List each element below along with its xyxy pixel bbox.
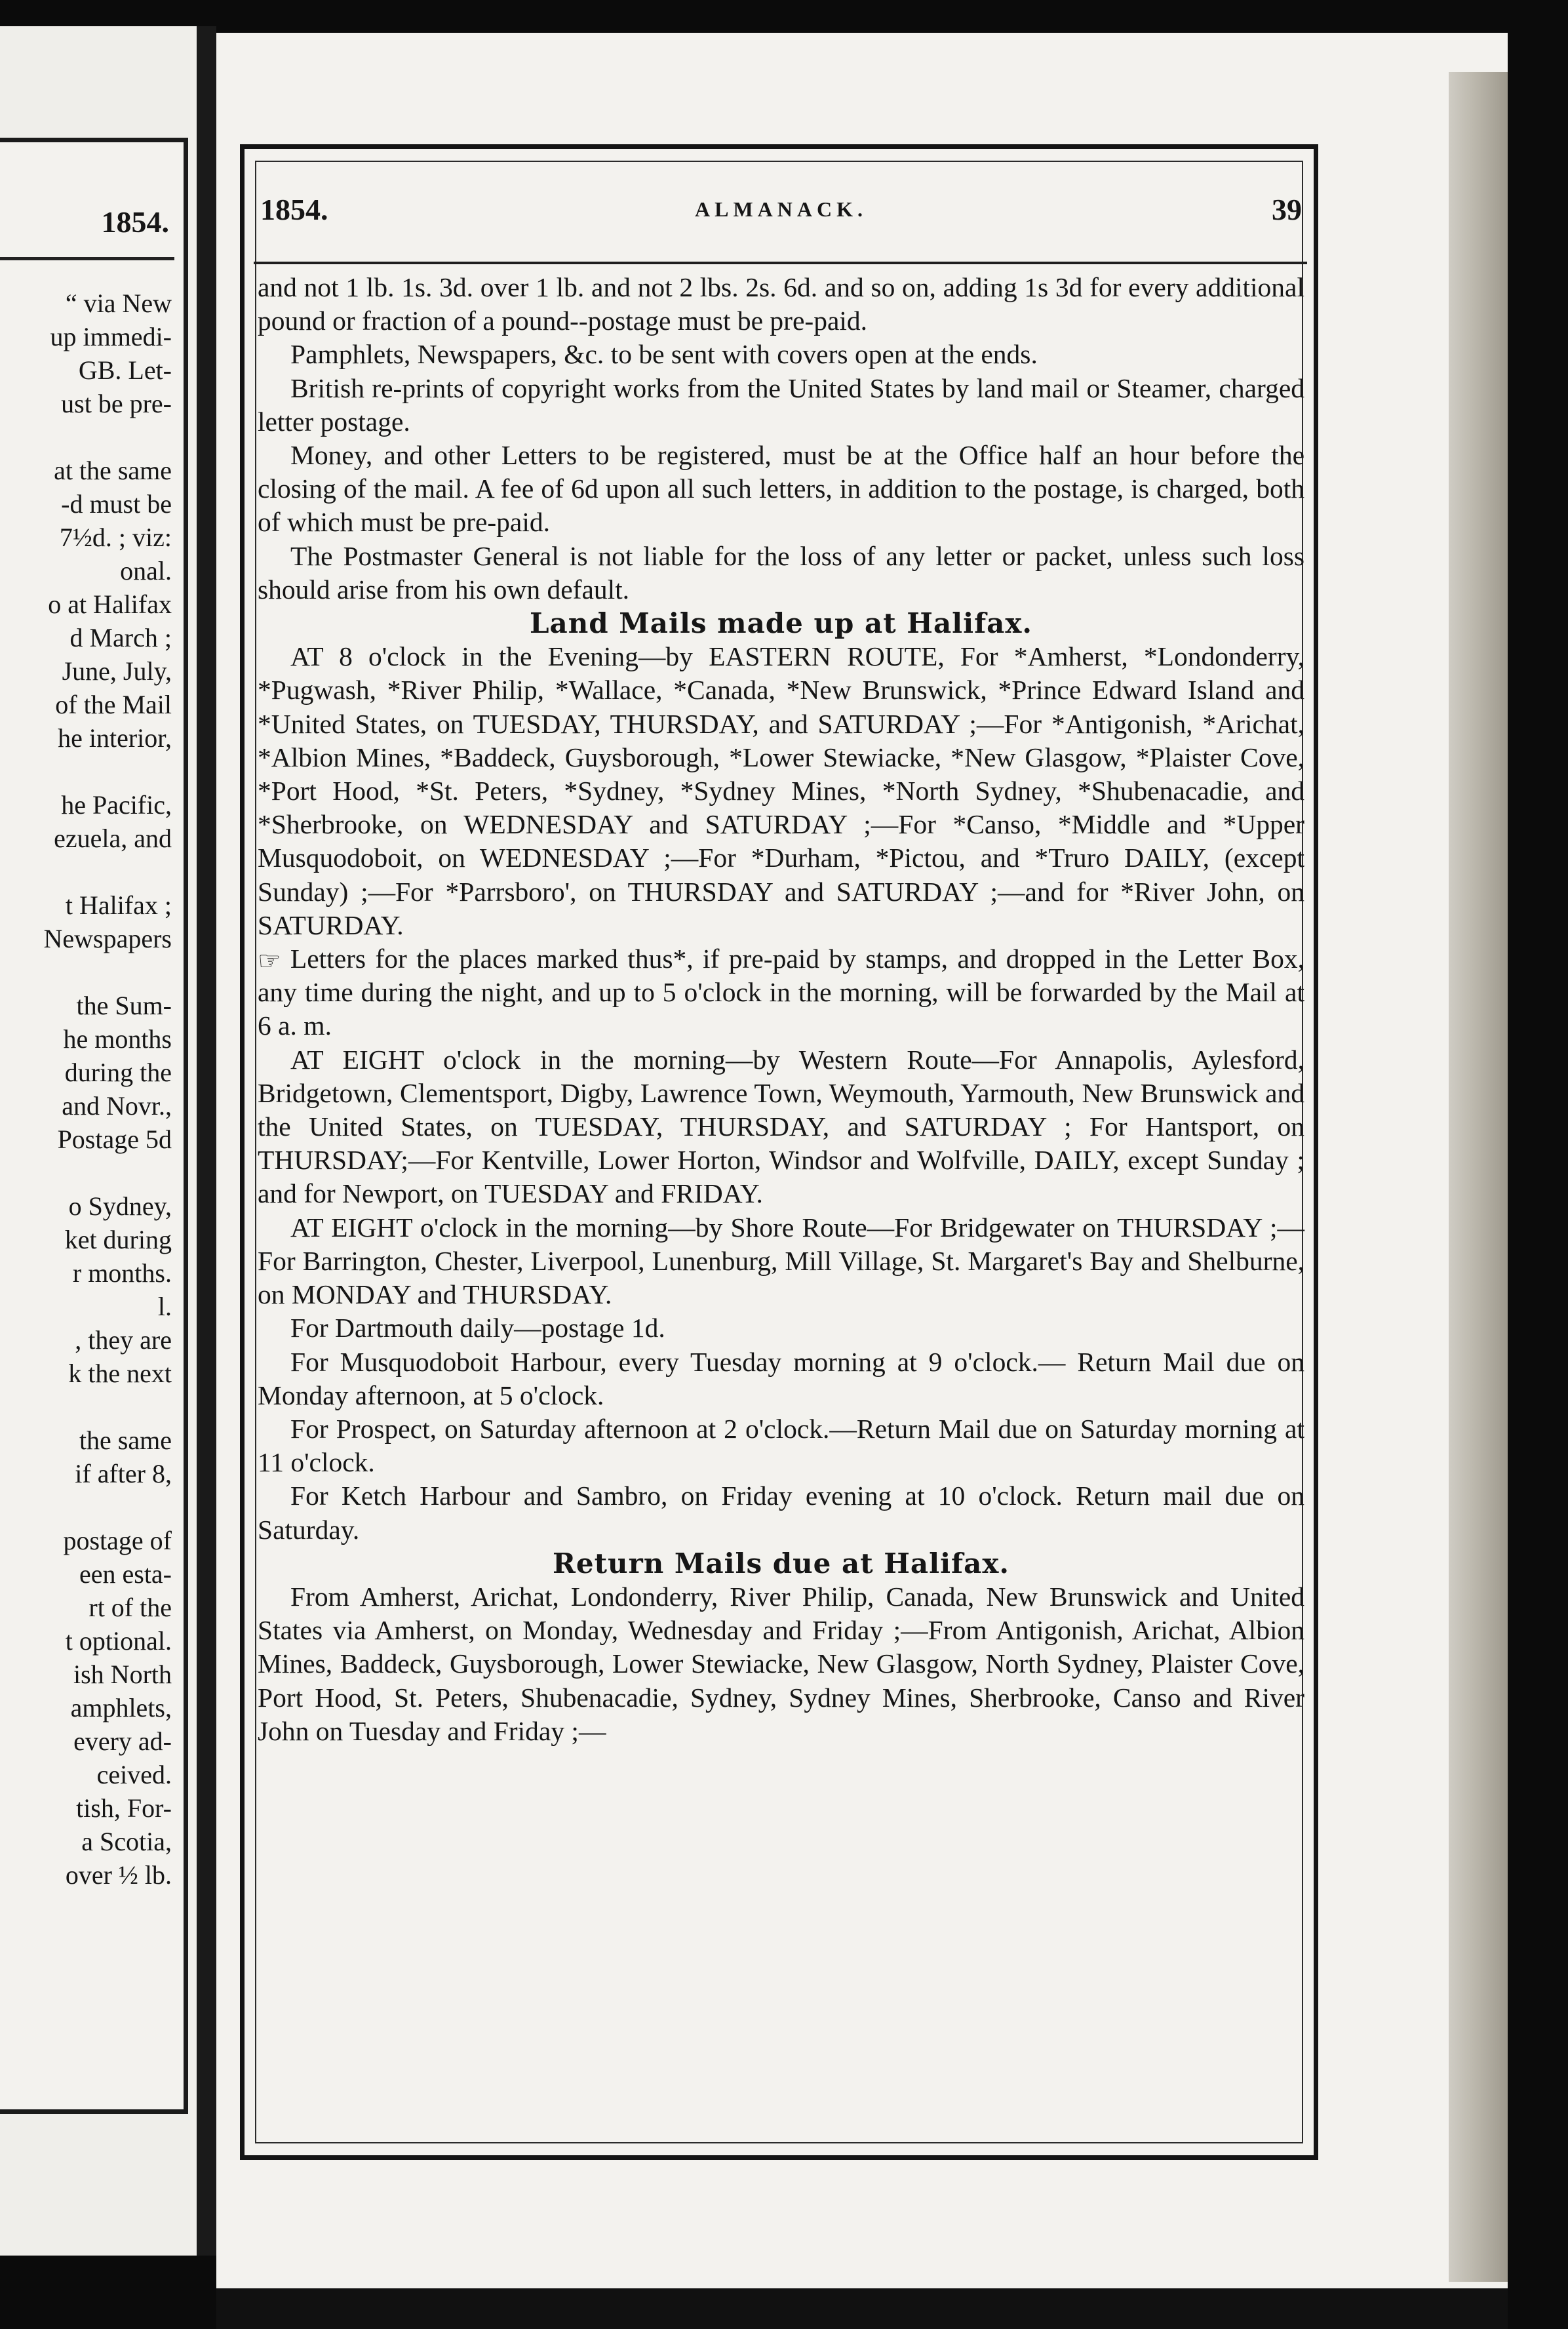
paragraph-pamphlets: Pamphlets, Newspapers, &c. to be sent with covers open at the ends. bbox=[290, 339, 1038, 370]
paragraph-dartmouth: For Dartmouth daily—postage 1d. bbox=[290, 1313, 665, 1344]
left-page-line bbox=[0, 420, 172, 454]
left-page-line: “ via New bbox=[65, 289, 172, 318]
left-page-line: of the Mail bbox=[55, 690, 172, 719]
left-page-line: 7½d. ; viz: bbox=[59, 523, 172, 552]
left-page-year: 1854. bbox=[101, 205, 169, 239]
left-page-line bbox=[0, 855, 172, 888]
left-page-line: ish North bbox=[73, 1660, 172, 1689]
page-edge bbox=[1449, 72, 1508, 2282]
left-page-rule bbox=[0, 257, 174, 260]
page-body bbox=[258, 271, 1304, 1748]
left-page-line: t Halifax ; bbox=[65, 890, 172, 920]
paragraph-british-reprints: British re-prints of copyright works from the United States by land mail or Steamer, charged letter postage. bbox=[258, 372, 1304, 437]
paragraph-eastern-route: AT 8 o'clock in the Evening—by EASTERN ROUTE, For *Amherst, *Londonderry, *Pugwash, *River Philip, *Wallace, *Canada, *New Brunswick, *Prince Edward Island and *United States, on TUESDAY, THURSDAY, and SATURDAY ;—For *Antigonish, *Arichat, *Albion Mines, *Baddeck, Guysborough, *Lower Stewiacke, *New Glasgow, *Plaister Cove, *Port Hood, *St. Peters, *Sydney, *Sydney Mines, *North Sydney, *Shubenacadie, and *Sherbrooke, on WEDNESDAY and SATURDAY ;—For *Canso, *Middle and *Upper Musquodoboit, on WEDNESDAY ;—For *Durham, *Pictou, and *Truro DAILY, (except Sunday) ;—For *Parrsboro', on THURSDAY and SATURDAY ;—and for *River John, on SATURDAY. bbox=[258, 641, 1304, 940]
left-page-line: ust be pre- bbox=[61, 389, 172, 418]
paragraph-postage-rates: and not 1 lb. 1s. 3d. over 1 lb. and not 2 lbs. 2s. 6d. and so on, adding 1s 3d for every additional pound or fraction of a pound--postage must be pre-paid. bbox=[258, 272, 1304, 336]
left-page-line: tish, For- bbox=[76, 1793, 172, 1823]
left-page-line: and Novr., bbox=[62, 1091, 172, 1121]
paragraph-western-route: AT EIGHT o'clock in the morning—by Western Route—For Annapolis, Aylesford, Bridgetown, Clementsport, Digby, Lawrence Town, Weymouth, Yarmouth, New Brunswick and the United States, on TUESDAY, THURSDAY, and SATURDAY ; For Hantsport, on THURSDAY;—For Kentville, Lower Horton, Windsor and Wolfville, DAILY, except Sunday ; and for Newport, on TUESDAY and FRIDAY. bbox=[258, 1044, 1304, 1209]
paragraph-return-mails: From Amherst, Arichat, Londonderry, River Philip, Canada, New Brunswick and United States via Amherst, on Monday, Wednesday and Friday ;—From Antigonish, Arichat, Albion Mines, Baddeck, Guysborough, Lower Stewiacke, New Glasgow, North Sydney, Plaister Cove, Port Hood, St. Peters, Shubenacadie, Sydney, Sydney Mines, Sherbrooke, Canso and River John on Tuesday and Friday ;— bbox=[258, 1581, 1304, 1746]
paragraph-musquodoboit-harbour: For Musquodoboit Harbour, every Tuesday morning at 9 o'clock.— Return Mail due on Monday afternoon, at 5 o'clock. bbox=[258, 1346, 1304, 1410]
left-page-line: o Sydney, bbox=[68, 1191, 172, 1221]
left-page-line bbox=[0, 1156, 172, 1189]
left-page-line: he interior, bbox=[58, 723, 172, 753]
left-page-text bbox=[0, 287, 172, 1892]
running-header bbox=[260, 192, 1302, 238]
paragraph-postmaster-liability: The Postmaster General is not liable for the loss of any letter or packet, unless such loss should arise from his own default. bbox=[258, 540, 1304, 605]
left-page-line: l. bbox=[157, 1292, 172, 1321]
prepaid-letters-text: Letters for the places marked thus*, if pre-paid by stamps, and dropped in the Letter Box, any time during the night, and up to 5 o'clock in the morning, will be forwarded by the Mail at 6 a. m. bbox=[258, 944, 1304, 1041]
paragraph-registered-letters: Money, and other Letters to be registered, must be at the Office half an hour before the closing of the mail. A fee of 6d upon all such letters, in addition to the postage, is charged, both of which must be pre-paid. bbox=[258, 440, 1304, 538]
left-page-line: , they are bbox=[75, 1325, 172, 1355]
left-page-line bbox=[0, 955, 172, 989]
left-page-line: if after 8, bbox=[75, 1459, 172, 1488]
left-page-line: June, July, bbox=[62, 656, 172, 686]
header-year: 1854. bbox=[260, 193, 328, 226]
left-page-line: he months bbox=[63, 1024, 172, 1054]
left-page-line: ket during bbox=[64, 1225, 172, 1254]
left-page-line: amphlets, bbox=[70, 1693, 172, 1722]
left-page-line bbox=[0, 1390, 172, 1423]
left-page-line: Postage 5d bbox=[57, 1125, 172, 1154]
left-page-line: up immedi- bbox=[50, 322, 172, 351]
left-page-line: every ad- bbox=[73, 1726, 172, 1756]
left-page-line bbox=[0, 755, 172, 788]
left-page-frame bbox=[0, 138, 188, 2114]
left-page-line: the Sum- bbox=[76, 991, 172, 1020]
left-page-line: the same bbox=[79, 1425, 172, 1455]
heading-land-mails: Land Mails made up at Halifax. bbox=[529, 607, 1033, 640]
paragraph-ketch-harbour: For Ketch Harbour and Sambro, on Friday evening at 10 o'clock. Return mail due on Saturday. bbox=[258, 1481, 1304, 1545]
paragraph-shore-route: AT EIGHT o'clock in the morning—by Shore Route—For Bridgewater on THURSDAY ;—For Barrington, Chester, Liverpool, Lunenburg, Mill Village, St. Margaret's Bay and Shelburne, on MONDAY and THURSDAY. bbox=[258, 1212, 1304, 1310]
paragraph-prepaid-letters bbox=[258, 942, 1304, 1043]
left-page-line: ezuela, and bbox=[54, 824, 172, 853]
header-rule bbox=[254, 262, 1307, 264]
heading-return-mails: Return Mails due at Halifax. bbox=[553, 1547, 1009, 1580]
right-page bbox=[216, 33, 1508, 2288]
left-page-line: Newspapers bbox=[43, 924, 172, 953]
left-page-line: d March ; bbox=[69, 623, 172, 652]
left-page-line: een esta- bbox=[79, 1559, 172, 1589]
bottom-shadow bbox=[216, 2288, 1508, 2329]
left-page-line: he Pacific, bbox=[61, 790, 172, 820]
left-page-line: over ½ lb. bbox=[65, 1860, 172, 1890]
left-page-line bbox=[0, 1490, 172, 1524]
book-gutter bbox=[197, 26, 216, 2256]
left-page-line: rt of the bbox=[88, 1593, 172, 1622]
pointing-hand-icon: ☞ bbox=[258, 946, 281, 976]
left-page-line: postage of bbox=[63, 1526, 172, 1555]
left-page-line: -d must be bbox=[61, 489, 172, 519]
paragraph-prospect: For Prospect, on Saturday afternoon at 2 o'clock.—Return Mail due on Saturday morning at 11 o'clock. bbox=[258, 1413, 1304, 1478]
page-frame bbox=[240, 144, 1318, 2160]
left-page-line: a Scotia, bbox=[81, 1827, 172, 1856]
page-number: 39 bbox=[1272, 193, 1302, 226]
left-page-line: o at Halifax bbox=[48, 589, 172, 619]
left-page-line: ceived. bbox=[96, 1760, 172, 1789]
left-page-line: at the same bbox=[54, 456, 172, 485]
left-page-line: GB. Let- bbox=[78, 355, 172, 385]
left-page-line: onal. bbox=[120, 556, 172, 586]
left-page-line: k the next bbox=[68, 1359, 172, 1388]
left-page bbox=[0, 26, 197, 2256]
header-title: ALMANACK. bbox=[695, 197, 867, 221]
left-page-line: r months. bbox=[72, 1258, 172, 1288]
left-page-line: t optional. bbox=[65, 1626, 172, 1656]
left-page-line: during the bbox=[64, 1058, 172, 1087]
